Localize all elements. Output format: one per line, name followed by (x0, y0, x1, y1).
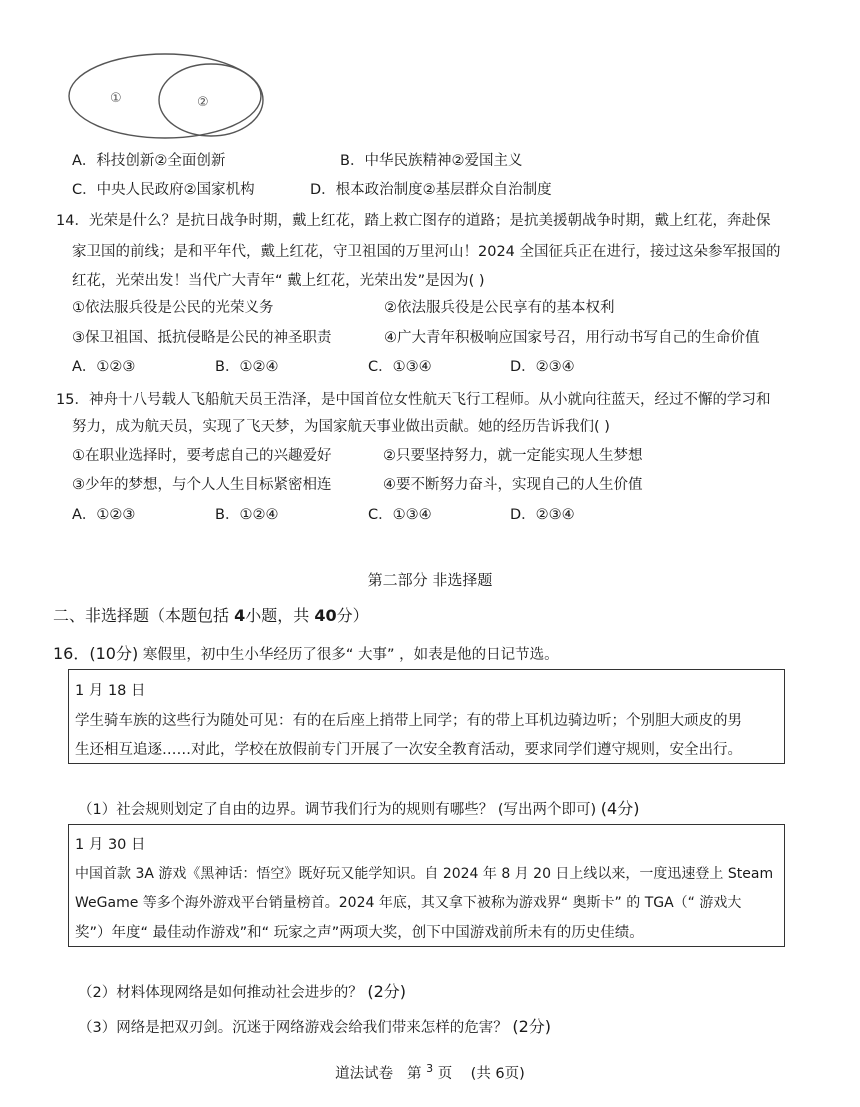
q15-option-a: A．①②③ (72, 507, 136, 523)
q13-option-b: B．中华民族精神②爱国主义 (340, 153, 523, 169)
q15-option-d: D．②③④ (510, 507, 575, 523)
q16-sub1 (78, 796, 639, 819)
diary-text-line: 生还相互追逐……对此，学校在放假前专门开展了一次安全教育活动，要求同学们遵守规则，安全出行。 (75, 742, 742, 758)
q15-option-b: B．①②④ (215, 507, 279, 523)
footer-page-pre: 第 (407, 1066, 422, 1082)
diary-text-line: 奖”）年度“ 最佳动作游戏”和“ 玩家之声”两项大奖，创下中国游戏前所未有的历史佳绩。 (75, 925, 644, 941)
q14-statement-3: ③保卫祖国、抵抗侵略是公民的神圣职责 (72, 330, 332, 346)
diary-text-line: 学生骑车族的这些行为随处可见：有的在后座上捎带上同学；有的带上耳机边骑边听；个别胆大顽皮的男 (75, 713, 742, 729)
section2-score: 40 (314, 606, 337, 625)
q13-option-d: D．根本政治制度②基层群众自治制度 (310, 182, 552, 198)
section2-mid: 小题，共 (245, 606, 315, 625)
q16-sub1-text: （1）社会规则划定了自由的边界。调节我们行为的规则有哪些？ (写出两个即可) (78, 802, 597, 818)
page-footer (0, 1062, 860, 1083)
q16-number: 16． (53, 644, 90, 663)
q14-option-a: A．①②③ (72, 359, 136, 375)
section2-prefix: 二、非选择题（本题包括 (53, 606, 235, 625)
q15-stem-line1: 15．神舟十八号载人飞船航天员王浩泽，是中国首位女性航天飞行工程师。从小就向往蓝天，经过不懈的学习和 (56, 392, 771, 408)
q16-sub3-text: （3）网络是把双刃剑。沉迷于网络游戏会给我们带来怎样的危害？ (78, 1020, 508, 1036)
q14-statement-1: ①依法服兵役是公民的光荣义务 (72, 300, 274, 316)
part2-title: 第二部分 非选择题 (367, 571, 493, 589)
inner-ellipse (159, 64, 263, 136)
q14-stem-line3: 红花，光荣出发！当代广大青年“ 戴上红花，光荣出发”是因为( ) (72, 273, 485, 289)
q14-statement-2: ②依法服兵役是公民享有的基本权利 (384, 300, 615, 316)
circle1-label: ① (110, 91, 122, 106)
q13-option-c: C．中央人民政府②国家机构 (72, 182, 255, 198)
footer-page-post: 页 (437, 1066, 453, 1082)
diary-text-line: 中国首款 3A 游戏《黑神话：悟空》既好玩又能学知识。自 2024 年 8 月 20 日上线以来，一度迅速登上 Steam (75, 866, 774, 882)
nested-circles-diagram (66, 48, 271, 146)
q15-statement-2: ②只要坚持努力，就一定能实现人生梦想 (383, 448, 643, 464)
section2-heading (53, 603, 369, 626)
q15-statement-3: ③少年的梦想，与个人人生目标紧密相连 (72, 477, 332, 493)
section2-count: 4 (234, 606, 246, 625)
q16-sub2-text: （2）材料体现网络是如何推动社会进步的？ (78, 985, 363, 1001)
q16-sub3 (78, 1014, 551, 1037)
q16-sub2-score: (2分) (367, 982, 407, 1001)
q16-sub3-score: (2分) (512, 1017, 552, 1036)
q16-intro-text: 寒假里，初中生小华经历了很多“ 大事” ，如表是他的日记节选。 (138, 647, 559, 663)
q13-option-a: A．科技创新②全面创新 (72, 153, 226, 169)
q16-sub2 (78, 979, 406, 1002)
footer-total: (共 6页) (470, 1066, 525, 1082)
q15-statement-4: ④要不断努力奋斗，实现自己的人生价值 (383, 477, 643, 493)
section2-suffix: 分） (336, 606, 369, 625)
q14-option-b: B．①②④ (215, 359, 279, 375)
q15-statement-1: ①在职业选择时，要考虑自己的兴趣爱好 (72, 448, 332, 464)
q14-stem-line1: 14．光荣是什么？是抗日战争时期，戴上红花，踏上救亡图存的道路；是抗美援朝战争时期，戴上红花，奔赴保 (56, 213, 771, 229)
circle2-label: ② (197, 95, 209, 110)
footer-subject: 道法试卷 (335, 1066, 394, 1082)
diary-date: 1 月 30 日 (75, 837, 146, 853)
diary-box-jan18 (68, 669, 785, 764)
q15-option-c: C．①③④ (368, 507, 432, 523)
q16-score: (10分) (89, 644, 139, 663)
footer-page-number: 3 (426, 1062, 434, 1076)
q14-option-c: C．①③④ (368, 359, 432, 375)
q14-option-d: D．②③④ (510, 359, 575, 375)
q14-stem-line2: 家卫国的前线；是和平年代，戴上红花，守卫祖国的万里河山！2024 全国征兵正在进行，接过这朵参军报国的 (72, 244, 781, 260)
diary-box-jan30 (68, 824, 785, 947)
q14-statement-4: ④广大青年积极响应国家号召，用行动书写自己的生命价值 (384, 330, 760, 346)
diary-text-line: WeGame 等多个海外游戏平台销量榜首。2024 年底，其又拿下被称为游戏界“ 奥斯卡” 的 TGA（“ 游戏大 (75, 895, 742, 911)
q16-intro (53, 641, 559, 664)
q15-stem-line2: 努力，成为航天员，实现了飞天梦，为国家航天事业做出贡献。她的经历告诉我们( ) (72, 419, 610, 435)
diary-date: 1 月 18 日 (75, 683, 146, 699)
q16-sub1-score: (4分) (600, 799, 640, 818)
